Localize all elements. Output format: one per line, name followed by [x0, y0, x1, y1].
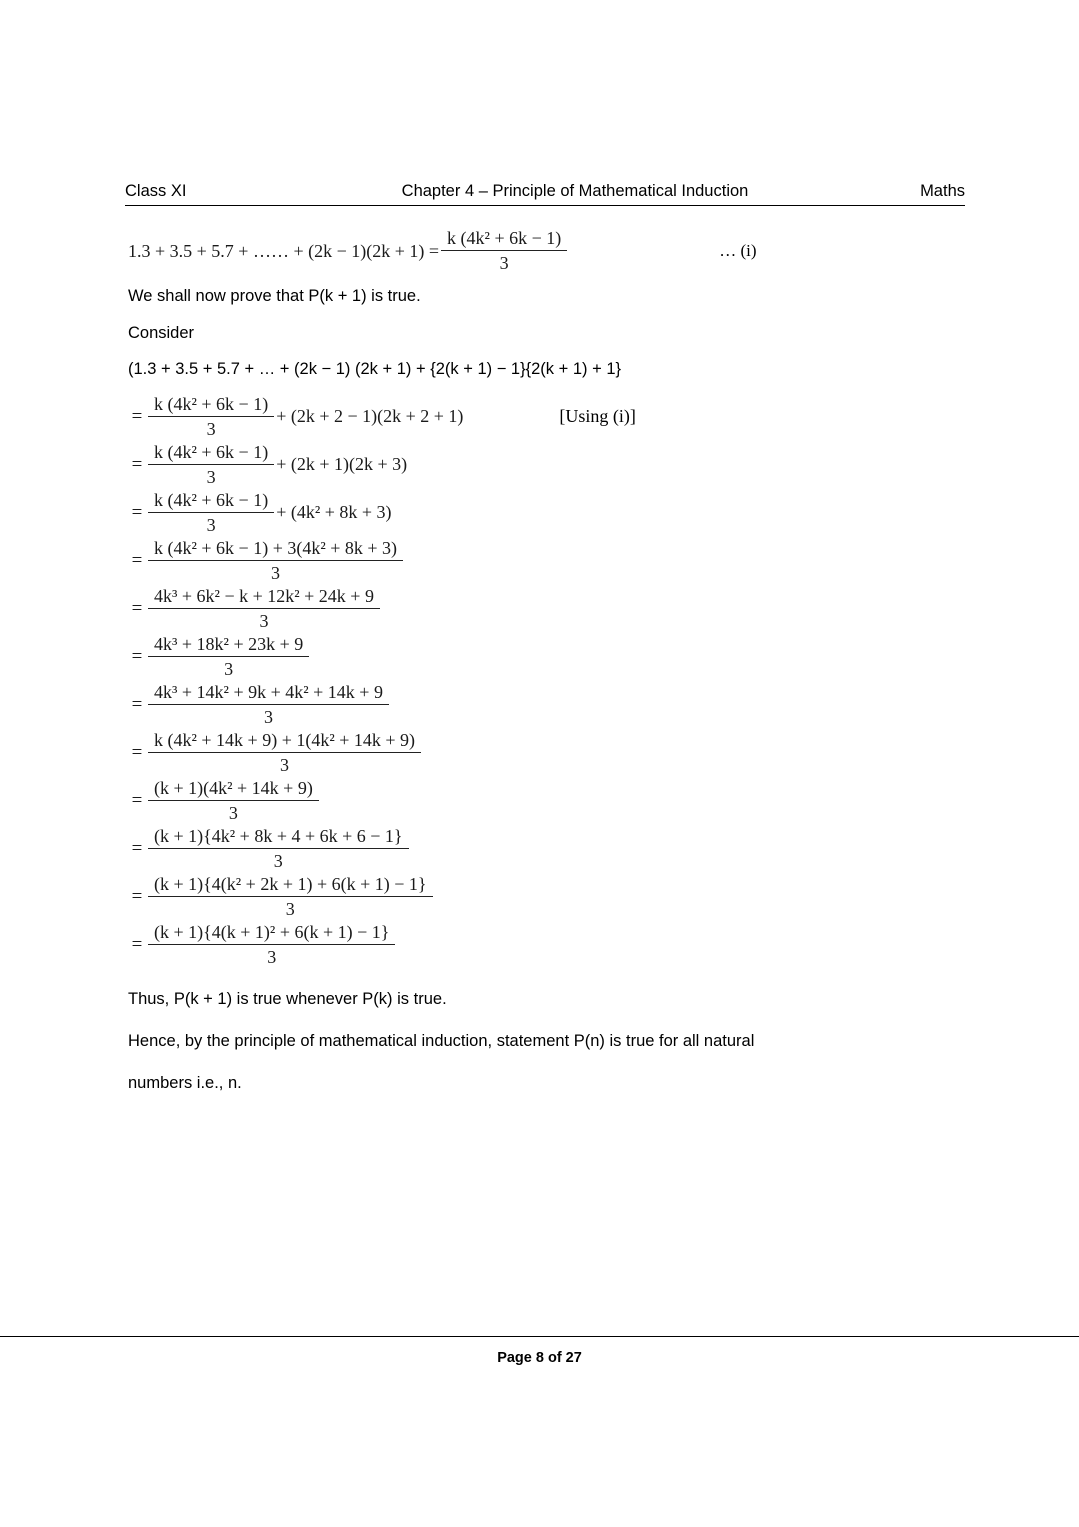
page-content	[128, 228, 958, 1111]
step-denominator: 3	[263, 706, 273, 727]
step-numerator: k (4k² + 6k − 1)	[148, 490, 274, 513]
equals-sign: =	[131, 933, 143, 955]
step-denominator: 3	[206, 514, 216, 535]
step-note: [Using (i)]	[559, 406, 636, 427]
equals-sign: =	[131, 405, 143, 427]
derivation-step	[128, 826, 958, 872]
derivation-step	[128, 730, 958, 776]
equals-sign: =	[131, 453, 143, 475]
text-conclusion-1: Thus, P(k + 1) is true whenever P(k) is true.	[128, 989, 447, 1008]
derivation-step	[128, 394, 958, 440]
step-fraction	[148, 826, 409, 872]
step-fraction	[148, 922, 395, 968]
step-fraction	[148, 682, 389, 728]
step-denominator: 3	[285, 898, 295, 919]
derivation-step	[128, 442, 958, 488]
header-class: Class XI	[125, 182, 187, 200]
header-subject: Maths	[920, 182, 965, 200]
equation-i-fraction	[441, 228, 567, 274]
text-conclusion-3: numbers i.e., n.	[128, 1074, 242, 1093]
step-numerator: 4k³ + 14k² + 9k + 4k² + 14k + 9	[148, 682, 389, 705]
equation-i-lhs: 1.3 + 3.5 + 5.7 + …… + (2k − 1)(2k + 1) =	[128, 240, 440, 261]
step-fraction	[148, 778, 319, 824]
step-denominator: 3	[259, 610, 269, 631]
page-header	[125, 182, 965, 206]
step-fraction	[148, 730, 421, 776]
step-denominator: 3	[206, 418, 216, 439]
text-conclusion-2: Hence, by the principle of mathematical induction, statement P(n) is true for all natural	[128, 1032, 755, 1051]
step-numerator: (k + 1)(4k² + 14k + 9)	[148, 778, 319, 801]
step-fraction	[148, 538, 403, 584]
step-numerator: 4k³ + 6k² − k + 12k² + 24k + 9	[148, 586, 380, 609]
step-denominator: 3	[280, 754, 290, 775]
equals-sign: =	[131, 789, 143, 811]
step-tail: + (4k² + 8k + 3)	[276, 502, 392, 523]
step-fraction	[148, 490, 274, 536]
derivation-step	[128, 490, 958, 536]
text-consider: Consider	[128, 323, 195, 342]
step-fraction	[148, 874, 433, 920]
header-chapter-title: Chapter 4 – Principle of Mathematical Induction	[401, 182, 749, 200]
step-denominator: 3	[273, 850, 283, 871]
step-tail: + (2k + 2 − 1)(2k + 2 + 1)	[276, 406, 464, 427]
step-fraction	[148, 442, 274, 488]
step-denominator: 3	[206, 466, 216, 487]
step-numerator: (k + 1){4k² + 8k + 4 + 6k + 6 − 1}	[148, 826, 409, 849]
equation-i-numerator: k (4k² + 6k − 1)	[441, 228, 567, 251]
step-numerator: (k + 1){4(k + 1)² + 6(k + 1) − 1}	[148, 922, 395, 945]
step-fraction	[148, 634, 309, 680]
step-denominator: 3	[271, 562, 281, 583]
equals-sign: =	[131, 645, 143, 667]
equation-i-tag: … (i)	[719, 241, 757, 260]
equals-sign: =	[131, 549, 143, 571]
equation-i-denominator: 3	[499, 253, 509, 273]
derivation-step	[128, 586, 958, 632]
footer-divider	[0, 1336, 1079, 1337]
step-fraction	[148, 394, 274, 440]
step-tail: + (2k + 1)(2k + 3)	[276, 454, 408, 475]
equals-sign: =	[131, 501, 143, 523]
step-denominator: 3	[267, 946, 277, 967]
step-denominator: 3	[228, 802, 238, 823]
step-numerator: 4k³ + 18k² + 23k + 9	[148, 634, 309, 657]
equals-sign: =	[131, 885, 143, 907]
step-numerator: k (4k² + 14k + 9) + 1(4k² + 14k + 9)	[148, 730, 421, 753]
step-numerator: k (4k² + 6k − 1)	[148, 394, 274, 417]
derivation-step	[128, 682, 958, 728]
equals-sign: =	[131, 597, 143, 619]
derivation-step	[128, 538, 958, 584]
step-numerator: k (4k² + 6k − 1)	[148, 442, 274, 465]
text-prove-statement: We shall now prove that P(k + 1) is true.	[128, 287, 421, 305]
step-numerator: (k + 1){4(k² + 2k + 1) + 6(k + 1) − 1}	[148, 874, 433, 897]
derivation-step	[128, 778, 958, 824]
equation-i	[128, 228, 958, 274]
equals-sign: =	[131, 837, 143, 859]
equals-sign: =	[131, 693, 143, 715]
page-footer: Page 8 of 27	[497, 1350, 582, 1366]
equals-sign: =	[131, 741, 143, 763]
text-expression: (1.3 + 3.5 + 5.7 + … + (2k − 1) (2k + 1) + {2(k + 1) − 1}{2(k + 1) + 1}	[128, 360, 622, 379]
step-denominator: 3	[224, 658, 234, 679]
step-fraction	[148, 586, 380, 632]
step-numerator: k (4k² + 6k − 1) + 3(4k² + 8k + 3)	[148, 538, 403, 561]
derivation-step	[128, 922, 958, 968]
derivation-step	[128, 634, 958, 680]
derivation-step	[128, 874, 958, 920]
